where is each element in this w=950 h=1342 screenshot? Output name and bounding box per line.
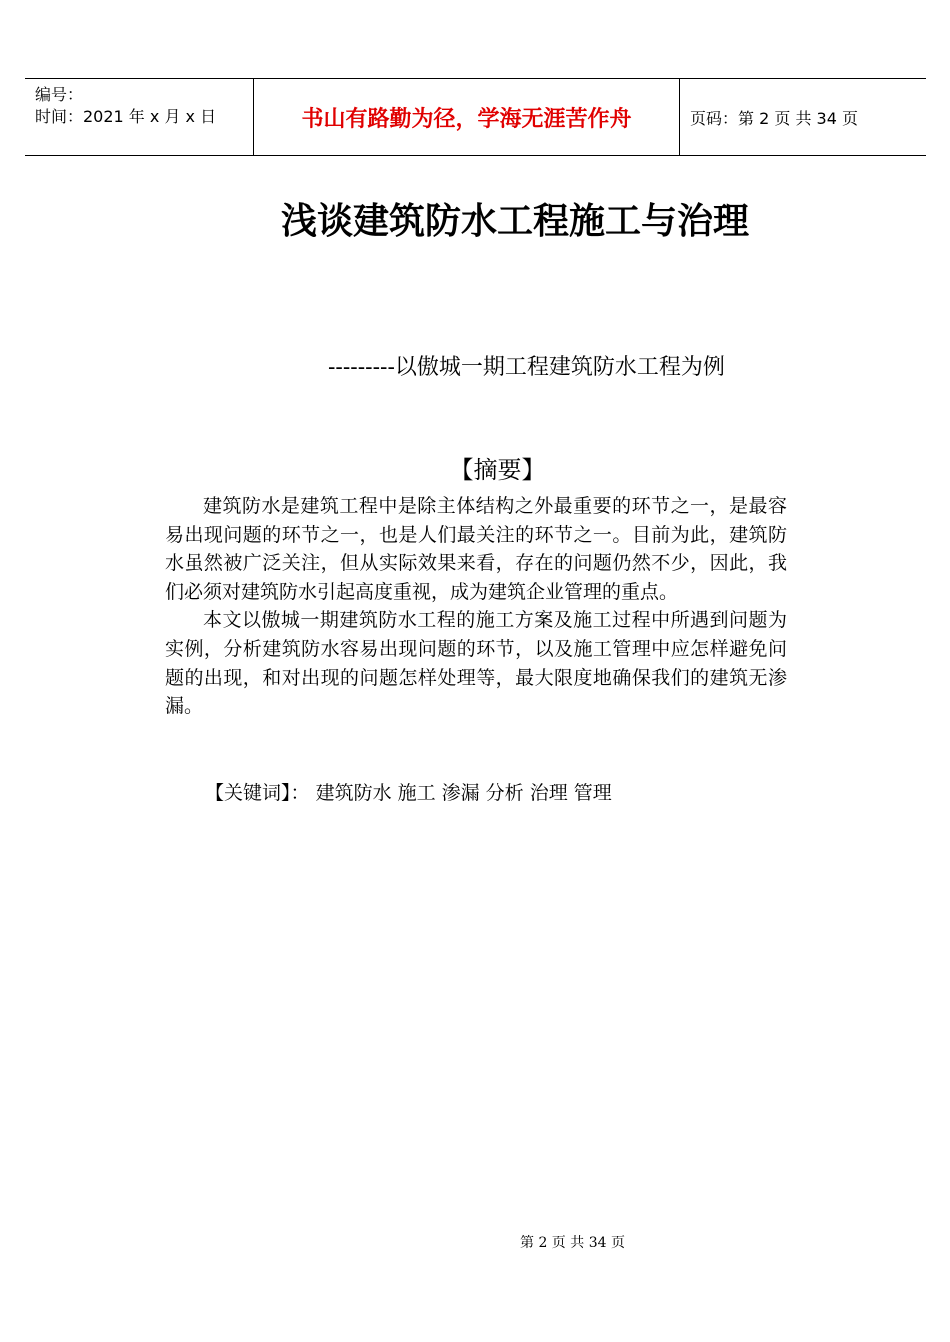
number-label: 编号： bbox=[35, 85, 84, 104]
keywords-label: 【关键词】： bbox=[205, 782, 310, 804]
page-info: 页码：第 2 页 共 34 页 bbox=[690, 108, 858, 128]
keywords-list: 建筑防水 施工 渗漏 分析 治理 管理 bbox=[315, 782, 612, 804]
document-title: 浅谈建筑防水工程施工与治理 bbox=[280, 201, 749, 242]
header-motto-cell bbox=[254, 79, 680, 155]
document-subtitle: ---------以傲城一期工程建筑防水工程为例 bbox=[328, 355, 725, 380]
abstract-heading: 【摘要】 bbox=[449, 456, 546, 484]
abstract-paragraph: 建筑防水是建筑工程中是除主体结构之外最重要的环节之一，是最容易出现问题的环节之一，也是人们最关注的环节之一。目前为此，建筑防水虽然被广泛关注，但从实际效果来看，存在的问题仍然不少，因此，我们必须对建筑防水引起高度重视，成为建筑企业管理的重点。 bbox=[165, 495, 787, 603]
page-footer: 第 2 页 共 34 页 bbox=[520, 1235, 625, 1251]
abstract-body bbox=[165, 492, 787, 721]
keywords-line bbox=[205, 778, 612, 805]
abstract-paragraph: 本文以傲城一期建筑防水工程的施工方案及施工过程中所遇到问题为实例，分析建筑防水容易出现问题的环节，以及施工管理中应怎样避免问题的出现，和对出现的问题怎样处理等，最大限度地确保我们的建筑无渗漏。 bbox=[165, 609, 787, 718]
motto: 书山有路勤为径，学海无涯苦作舟 bbox=[301, 106, 632, 132]
header-left-cell bbox=[25, 79, 254, 155]
time-label: 时间：2021 年 x 月 x 日 bbox=[35, 107, 217, 126]
header-page-cell bbox=[680, 79, 926, 155]
document-header bbox=[25, 78, 926, 156]
